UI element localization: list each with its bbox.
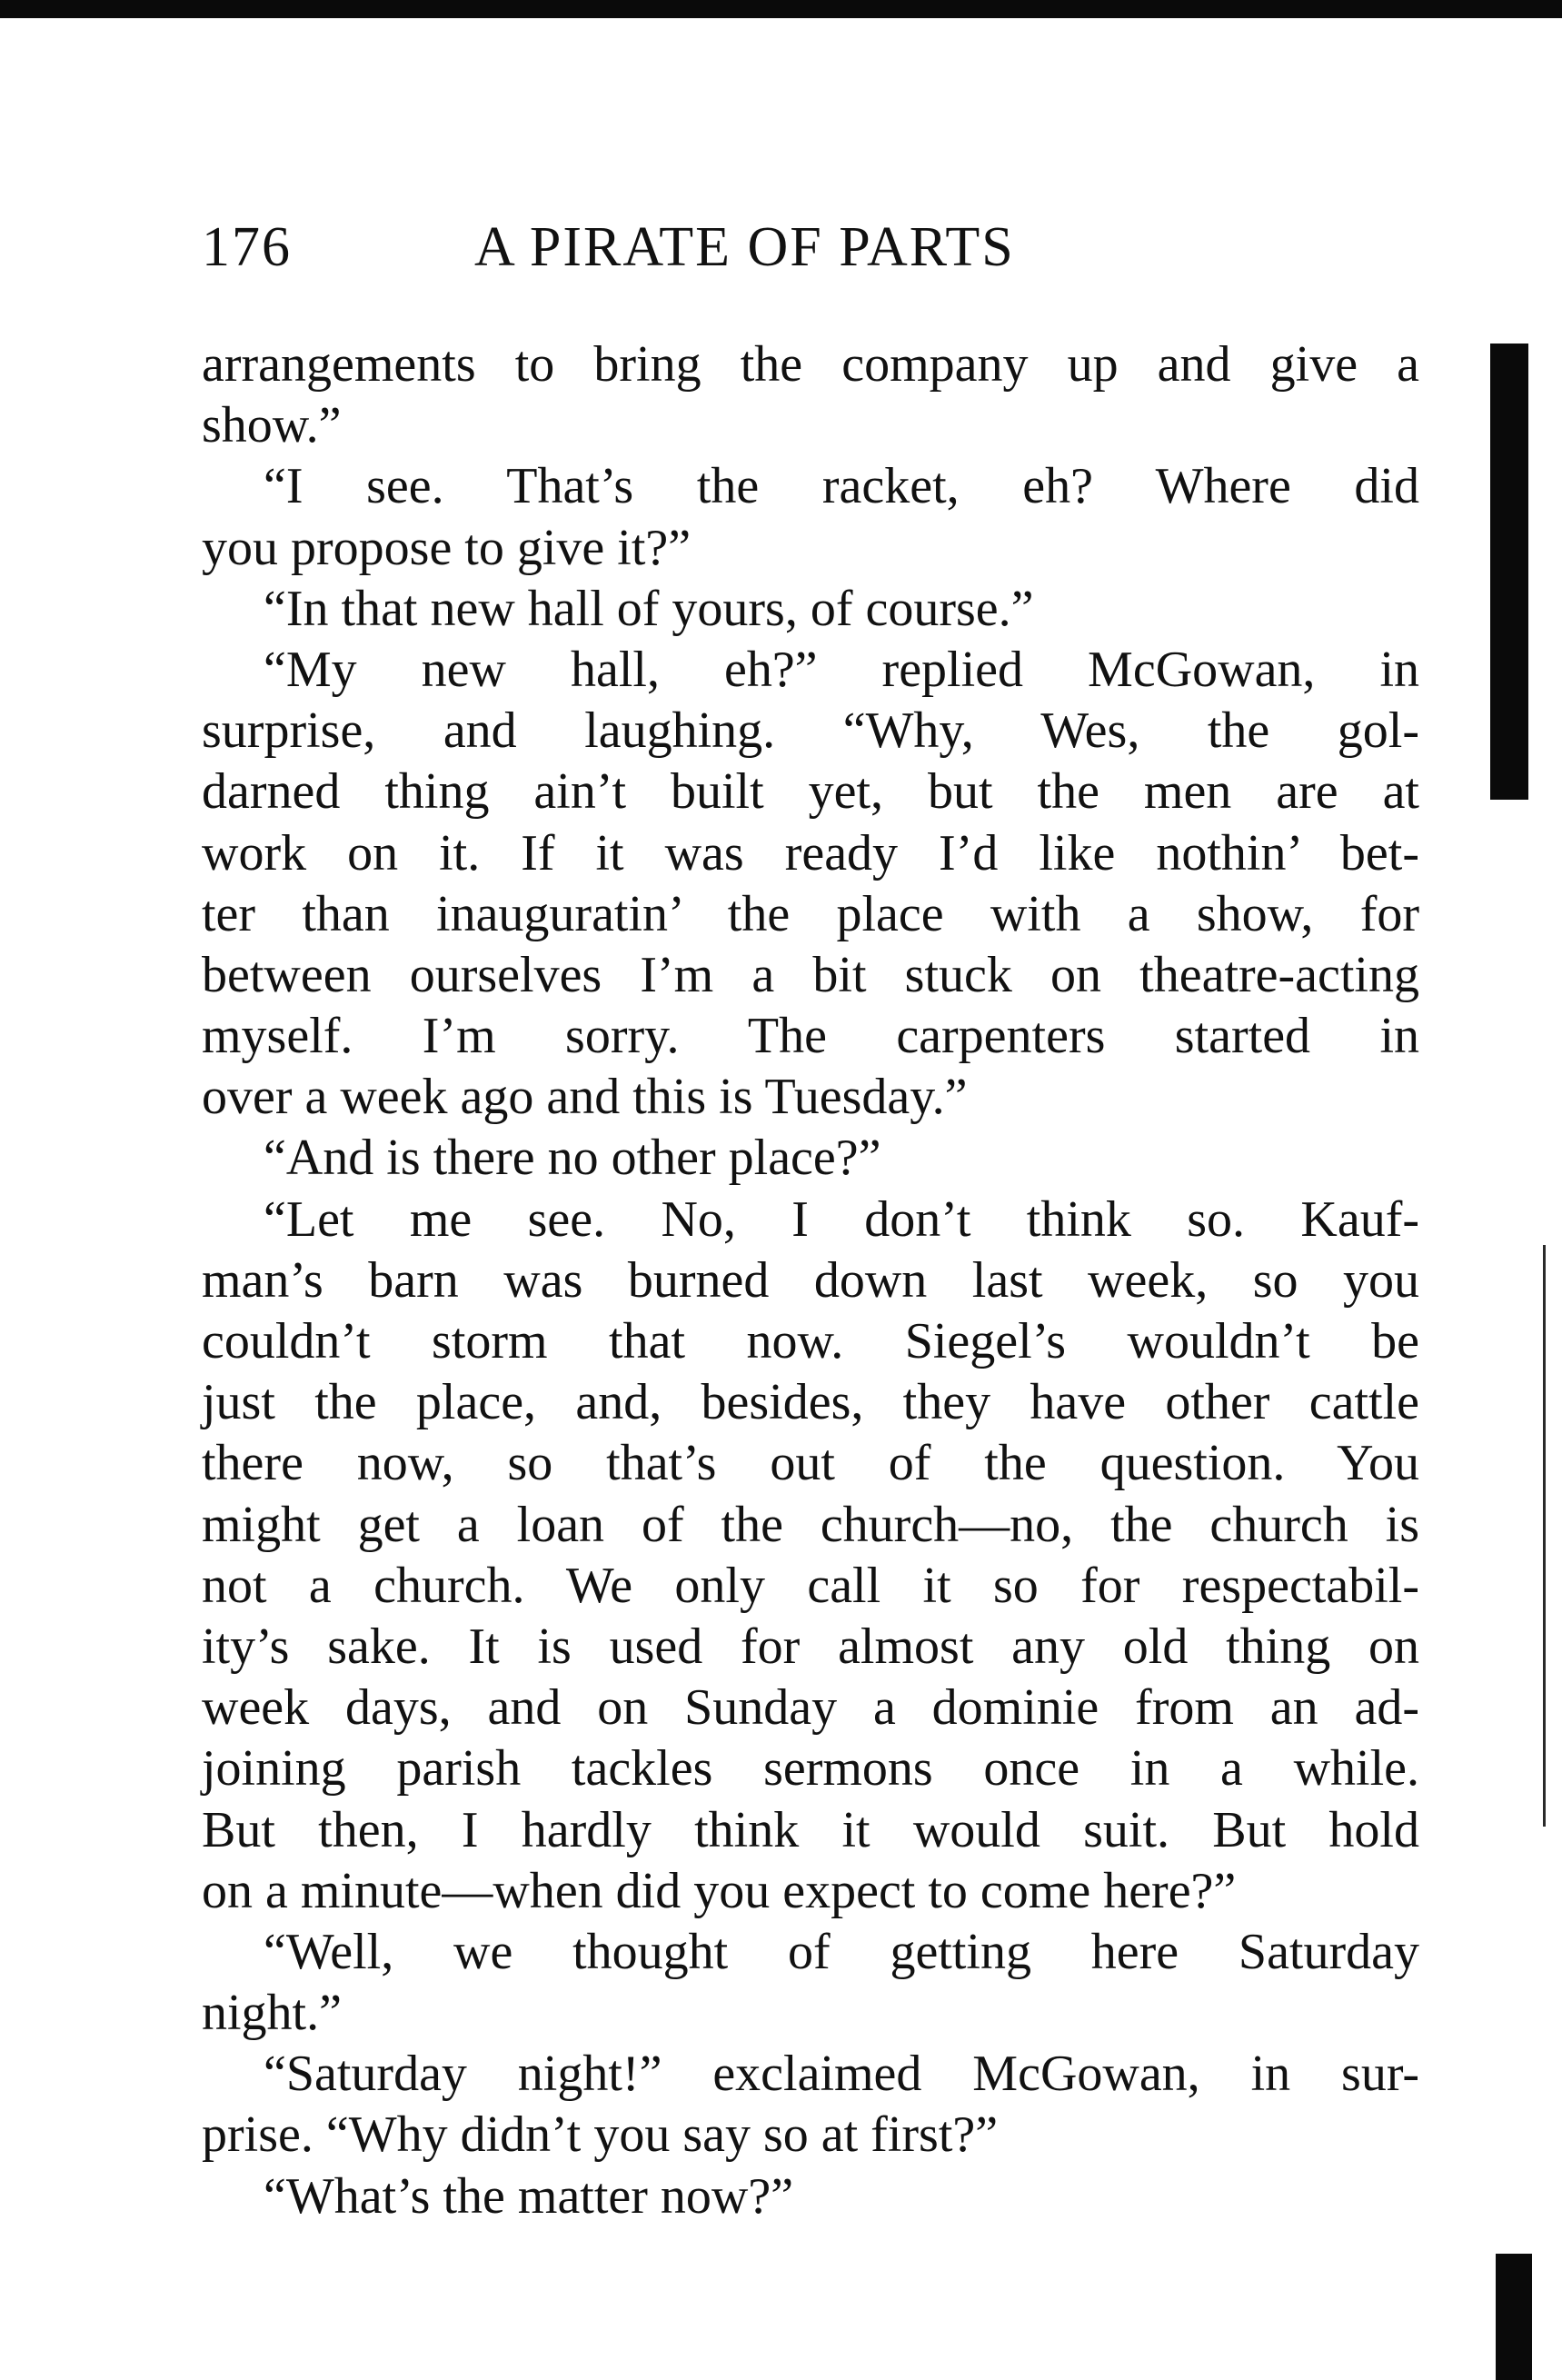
scan-edge-line [1543,1245,1546,1827]
text-line: darned thing ain’t built yet, but the men are at [202,763,1419,821]
text-line: “In that new hall of yours, of course.” [264,580,1034,637]
top-border-rule [0,0,1562,18]
text-line: not a church. We only call it so for respectabil- [202,1557,1419,1614]
text-line: couldn’t storm that now. Siegel’s wouldn’t be [202,1313,1419,1369]
text-line: ity’s sake. It is used for almost any old thing on [202,1618,1419,1675]
text-line: work on it. If it was ready I’d like nothin’ bet- [202,824,1419,881]
text-line: between ourselves I’m a bit stuck on theatre-acting [202,946,1419,1003]
body-text [202,334,1419,2227]
text-line: surprise, and laughing. “Why, Wes, the gol- [202,702,1419,760]
scan-edge-mark-lower [1496,2254,1532,2380]
text-line: “What’s the matter now?” [264,2167,794,2225]
text-line: “And is there no other place?” [264,1130,881,1187]
text-line: over a week ago and this is Tuesday.” [202,1069,968,1126]
text-line: But then, I hardly think it would suit. But hold [202,1801,1419,1858]
text-line: night.” [202,1985,342,2042]
text-line: show.” [202,397,342,454]
text-line: man’s barn was burned down last week, so you [202,1251,1419,1309]
text-line: myself. I’m sorry. The carpenters started in [202,1008,1419,1065]
text-line: “I see. That’s the racket, eh? Where did [264,458,1419,515]
page-number: 176 [202,216,292,278]
text-line: on a minute—when did you expect to come here?” [202,1862,1237,1919]
text-line: “Well, we thought of getting here Saturday [264,1923,1419,1980]
text-line: week days, and on Sunday a dominie from an ad- [202,1679,1419,1737]
text-line: “Saturday night!” exclaimed McGowan, in sur- [264,2046,1419,2103]
text-line: arrangements to bring the company up and give a [202,336,1419,393]
scan-edge-mark-upper [1490,344,1528,800]
page-header [202,211,1419,284]
text-line: joining parish tackles sermons once in a while. [202,1740,1419,1797]
text-line: prise. “Why didn’t you say so at first?” [202,2106,999,2164]
text-line: “My new hall, eh?” replied McGowan, in [264,641,1419,698]
running-title: A PIRATE OF PARTS [474,216,1015,278]
text-line: might get a loan of the church—no, the church is [202,1496,1419,1553]
text-line: “Let me see. No, I don’t think so. Kauf- [264,1190,1419,1248]
text-line: you propose to give it?” [202,519,691,576]
text-line: there now, so that’s out of the question. You [202,1435,1419,1492]
text-line: just the place, and, besides, they have other cattle [202,1374,1419,1431]
text-line: ter than inauguratin’ the place with a show, for [202,885,1419,942]
